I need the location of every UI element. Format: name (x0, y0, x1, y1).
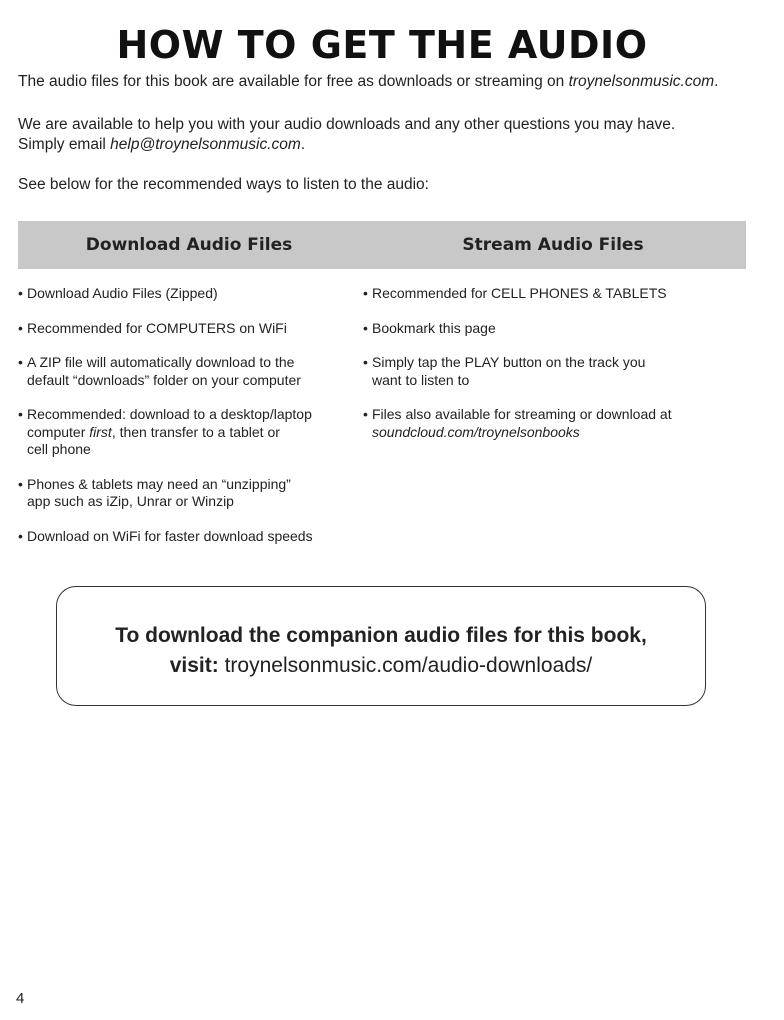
list-item (363, 354, 723, 389)
intro-paragraph-availability (18, 72, 758, 92)
audio-downloads-link[interactable]: troynelsonmusic.com/audio-downloads/ (224, 654, 593, 677)
list-item-text: Recommended for CELL PHONES & TABLETS (372, 285, 667, 301)
list-item-text: Simply tap the PLAY button on the track you (372, 354, 646, 370)
list-item-text: Download on WiFi for faster download speeds (27, 527, 313, 544)
help-email-prefix: Simply email (18, 136, 111, 153)
bullet: • (363, 406, 368, 422)
soundcloud-link[interactable]: soundcloud.com/troynelsonbooks (372, 423, 580, 440)
bullet: • (18, 475, 23, 492)
list-item-text: Phones & tablets may need an “unzipping” (27, 475, 291, 492)
list-item-text: Recommended: download to a desktop/laptop (27, 406, 312, 422)
download-callout-box (56, 586, 706, 706)
bullet: • (18, 285, 23, 301)
stream-column-header: Stream Audio Files (462, 235, 644, 255)
stream-options-list (363, 285, 723, 458)
list-item (18, 476, 338, 511)
list-item-text: Files also available for streaming or download at (372, 406, 672, 422)
bullet: • (363, 285, 368, 301)
visit-label: visit: (169, 654, 219, 677)
list-item-text: Recommended for COMPUTERS on WiFi (27, 319, 287, 336)
help-text: We are available to help you with your audio downloads and any other questions you may have. (18, 116, 676, 133)
support-email-link[interactable]: help@troynelsonmusic.com (110, 136, 301, 153)
list-item (18, 354, 338, 389)
list-item-text: A ZIP file will automatically download to the (27, 354, 295, 370)
list-item (18, 285, 338, 303)
bullet: • (18, 527, 23, 544)
bullet: • (363, 354, 368, 370)
help-text-end: . (300, 136, 306, 153)
intro-paragraph-recommend: See below for the recommended ways to listen to the audio: (18, 176, 429, 193)
callout-visit-line (57, 653, 705, 679)
download-options-list (18, 285, 338, 562)
list-item (18, 320, 338, 338)
list-item-text: want to listen to (372, 371, 470, 388)
list-item-emphasis: first (89, 423, 112, 440)
intro-text: The audio files for this book are available for free as downloads or streaming on (18, 73, 569, 90)
list-item (363, 320, 723, 338)
list-item (18, 406, 338, 459)
list-item-text: Download Audio Files (Zipped) (27, 285, 218, 301)
page-title: HOW TO GET THE AUDIO (116, 23, 648, 67)
list-item-text: cell phone (27, 441, 91, 457)
list-item-text: computer (27, 423, 90, 440)
callout-heading: To download the companion audio files for this book, (115, 624, 647, 647)
list-item-text: app such as iZip, Unrar or Winzip (27, 493, 234, 509)
list-item-text: Bookmark this page (372, 319, 496, 336)
bullet: • (18, 406, 23, 422)
list-item-text: default “downloads” folder on your computer (27, 371, 301, 388)
bullet: • (18, 354, 23, 370)
bullet: • (18, 319, 23, 336)
list-item (363, 406, 723, 441)
intro-paragraph-help (18, 115, 758, 155)
list-item (18, 528, 338, 546)
intro-text-end: . (714, 73, 719, 90)
website-link[interactable]: troynelsonmusic.com (568, 73, 715, 90)
download-column-header: Download Audio Files (85, 235, 293, 255)
page-number: 4 (16, 990, 25, 1007)
options-header-bar (18, 221, 746, 269)
list-item (363, 285, 723, 303)
bullet: • (363, 319, 368, 336)
list-item-text: , then transfer to a tablet or (111, 423, 280, 440)
